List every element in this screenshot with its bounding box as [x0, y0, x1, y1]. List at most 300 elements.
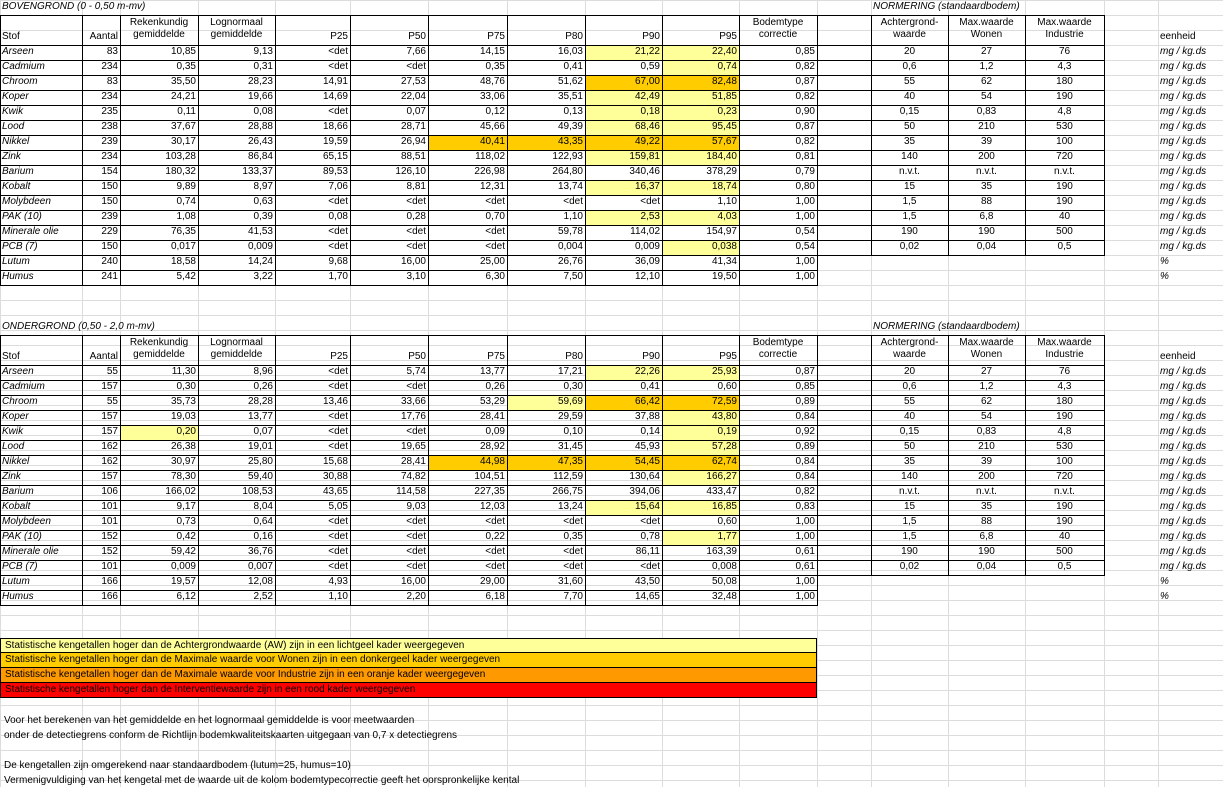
cell-aw: 40	[903, 91, 916, 102]
cell-wonen: 54	[980, 411, 993, 422]
cell-unit: mg / kg.ds	[1160, 546, 1207, 557]
cell-ind: 190	[1056, 411, 1073, 422]
cell-p80: 59,69	[557, 396, 583, 407]
cell-stof: PCB (7)	[2, 561, 38, 572]
border	[0, 575, 817, 576]
cell-aw	[871, 590, 948, 605]
border	[817, 165, 1104, 166]
cell-corr: 0,54	[795, 241, 815, 252]
cell-p75: 6,30	[485, 271, 505, 282]
cell-aw: 1,5	[902, 211, 917, 222]
cell-rek: 30,17	[170, 136, 196, 147]
column-header-p75: P75	[487, 351, 505, 362]
cell-p90: <det	[640, 196, 660, 207]
border	[662, 335, 663, 606]
cell-p80: 122,93	[552, 151, 583, 162]
cell-p50: 8,81	[406, 181, 426, 192]
cell-unit: mg / kg.ds	[1160, 241, 1207, 252]
column-header-aantal: Aantal	[89, 31, 118, 42]
cell-wonen: 200	[978, 151, 995, 162]
cell-p25: <det	[328, 561, 348, 572]
cell-p25: 13,46	[322, 396, 348, 407]
cell-aw: 1,5	[902, 516, 917, 527]
cell-aw: 15	[903, 501, 916, 512]
border	[817, 15, 818, 256]
cell-log: 0,16	[253, 531, 273, 542]
cell-p25: <det	[328, 546, 348, 557]
cell-stof: Humus	[2, 591, 34, 602]
cell-p95: 19,50	[711, 271, 737, 282]
cell-ind: 720	[1056, 471, 1073, 482]
cell-p75: <det	[485, 561, 505, 572]
legend-row: Statistische kengetallen hoger dan de Interventiewaarde zijn in een rood kader weergegeven	[0, 683, 817, 698]
cell-rek: 35,50	[170, 76, 196, 87]
cell-p90: 0,14	[640, 426, 660, 437]
cell-p25: 19,59	[322, 136, 348, 147]
cell-p80: 0,13	[563, 106, 583, 117]
border	[585, 335, 586, 606]
cell-p90: 0,78	[640, 531, 660, 542]
cell-rek: 35,73	[170, 396, 196, 407]
cell-aw: 190	[901, 226, 918, 237]
border	[871, 15, 872, 256]
cell-p50: <det	[406, 426, 426, 437]
cell-stof: Arseen	[2, 46, 34, 57]
border	[0, 135, 817, 136]
border	[585, 15, 586, 286]
border	[817, 75, 1104, 76]
cell-wonen: 200	[978, 471, 995, 482]
cell-rek: 19,57	[170, 576, 196, 587]
cell-log: 3,22	[253, 271, 273, 282]
cell-stof: Zink	[2, 471, 21, 482]
cell-p95: 16,85	[711, 501, 737, 512]
cell-p80: 17,21	[557, 366, 583, 377]
cell-p80: 266,75	[552, 486, 583, 497]
cell-aantal: 166	[101, 576, 118, 587]
cell-p25: 65,15	[322, 151, 348, 162]
border	[1025, 15, 1026, 256]
cell-log: 19,01	[247, 441, 273, 452]
cell-p25: 4,93	[328, 576, 348, 587]
norm-title: NORMERING (standaardbodem)	[873, 321, 1020, 332]
cell-p75: 0,70	[485, 211, 505, 222]
cell-p95: 0,008	[711, 561, 737, 572]
cell-aantal: 101	[101, 561, 118, 572]
cell-rek: 59,42	[170, 546, 196, 557]
cell-aantal: 152	[101, 531, 118, 542]
cell-stof: Lood	[2, 121, 25, 132]
cell-p80: 13,74	[557, 181, 583, 192]
gridline-row	[0, 615, 1223, 616]
cell-unit: mg / kg.ds	[1160, 516, 1207, 527]
cell-p80: 31,60	[557, 576, 583, 587]
cell-aw: 190	[901, 546, 918, 557]
cell-ind: 190	[1056, 501, 1073, 512]
cell-p95: 0,19	[717, 426, 737, 437]
note-line: Vermenigvuldiging van het kengetal met de waarde uit de kolom bodemtypecorrectie geeft het oorspronkelijke kental	[4, 775, 520, 786]
cell-p95: 0,60	[717, 516, 737, 527]
cell-rek: 76,35	[170, 226, 196, 237]
cell-p50: 2,20	[406, 591, 426, 602]
cell-rek: 0,35	[176, 61, 196, 72]
border	[817, 395, 1104, 396]
cell-p50: 9,03	[406, 501, 426, 512]
cell-rek: 0,73	[176, 516, 196, 527]
cell-rek: 1,08	[176, 211, 196, 222]
cell-aw: 40	[903, 411, 916, 422]
cell-p95: 0,23	[717, 106, 737, 117]
cell-ind: 180	[1056, 396, 1073, 407]
cell-stof: Barium	[2, 166, 34, 177]
cell-p80: 112,59	[553, 471, 583, 482]
border	[817, 380, 1104, 381]
cell-log: 36,76	[247, 546, 273, 557]
cell-stof: Minerale olie	[2, 226, 59, 237]
cell-unit: mg / kg.ds	[1160, 456, 1207, 467]
border	[0, 395, 817, 396]
cell-p50: 28,71	[400, 121, 426, 132]
border	[817, 15, 1104, 16]
cell-p90: 67,00	[634, 76, 660, 87]
cell-aantal: 106	[101, 486, 118, 497]
border	[428, 335, 429, 606]
cell-p75: 6,18	[485, 591, 505, 602]
cell-stof: Koper	[2, 91, 29, 102]
cell-wonen: 39	[980, 456, 993, 467]
cell-p80: <det	[563, 546, 583, 557]
cell-log: 8,96	[253, 366, 273, 377]
column-header-p80: P80	[565, 31, 583, 42]
cell-corr: 0,89	[795, 441, 815, 452]
cell-p50: 126,10	[395, 166, 426, 177]
cell-unit: mg / kg.ds	[1160, 411, 1207, 422]
cell-p75: 53,29	[479, 396, 505, 407]
gridline-row	[0, 705, 1223, 706]
cell-aantal: 154	[101, 166, 118, 177]
cell-aantal: 239	[101, 136, 118, 147]
cell-unit: mg / kg.ds	[1160, 91, 1207, 102]
cell-p75: 227,35	[474, 486, 505, 497]
cell-aw	[871, 270, 948, 285]
cell-aantal: 240	[101, 256, 118, 267]
cell-corr: 0,89	[795, 396, 815, 407]
cell-corr: 1,00	[795, 196, 815, 207]
cell-p75: <det	[485, 196, 505, 207]
cell-log: 0,009	[247, 241, 273, 252]
border	[0, 270, 817, 271]
column-header-p50: P50	[408, 351, 426, 362]
cell-p95: 57,28	[711, 441, 737, 452]
cell-aantal: 241	[101, 271, 118, 282]
cell-unit: mg / kg.ds	[1160, 76, 1207, 87]
border	[817, 90, 1104, 91]
cell-ind: 4,3	[1057, 381, 1072, 392]
cell-wonen: 1,2	[979, 381, 994, 392]
border	[0, 90, 817, 91]
cell-p90: 15,64	[634, 501, 660, 512]
cell-unit: mg / kg.ds	[1160, 181, 1207, 192]
cell-aantal: 162	[101, 456, 118, 467]
cell-stof: Cadmium	[2, 61, 45, 72]
cell-aw	[871, 575, 948, 590]
cell-unit: mg / kg.ds	[1160, 561, 1207, 572]
border	[0, 335, 1, 606]
cell-wonen: 1,2	[979, 61, 994, 72]
border	[817, 410, 1104, 411]
border	[0, 120, 817, 121]
border	[0, 285, 817, 286]
cell-p25: <det	[328, 441, 348, 452]
border	[0, 365, 817, 366]
border	[275, 335, 276, 606]
cell-p50: 3,10	[406, 271, 426, 282]
cell-unit: mg / kg.ds	[1160, 471, 1207, 482]
cell-stof: Koper	[2, 411, 29, 422]
border	[0, 240, 817, 241]
cell-p80: 16,03	[557, 46, 583, 57]
cell-p90: 45,93	[634, 441, 660, 452]
cell-p95: 43,80	[711, 411, 737, 422]
cell-log: 13,77	[247, 411, 273, 422]
cell-ind: 76	[1058, 46, 1071, 57]
border	[0, 485, 817, 486]
cell-log: 0,08	[253, 106, 273, 117]
border	[817, 575, 1104, 576]
border	[817, 120, 1104, 121]
cell-p90: 0,59	[640, 61, 660, 72]
cell-p75: 0,26	[485, 381, 505, 392]
cell-corr: 0,92	[795, 426, 815, 437]
border	[0, 590, 817, 591]
cell-ind: 500	[1056, 546, 1073, 557]
cell-p95: 95,45	[711, 121, 737, 132]
cell-aantal: 157	[101, 411, 118, 422]
cell-p90: 16,37	[634, 181, 660, 192]
column-header-log: Lognormaal gemiddelde	[210, 17, 263, 40]
column-header-wonen: Max.waarde Wonen	[959, 17, 1014, 40]
cell-aantal: 83	[106, 76, 118, 87]
gridline-row	[0, 300, 1223, 301]
cell-p50: 27,53	[400, 76, 426, 87]
cell-ind: 4,8	[1057, 426, 1072, 437]
column-header-log: Lognormaal gemiddelde	[210, 337, 263, 360]
cell-ind	[1025, 575, 1104, 590]
cell-p25: 43,65	[322, 486, 348, 497]
cell-p95: 82,48	[711, 76, 737, 87]
cell-p80: 7,70	[563, 591, 583, 602]
cell-unit: mg / kg.ds	[1160, 396, 1207, 407]
cell-wonen: 35	[980, 181, 993, 192]
cell-rek: 5,42	[176, 271, 196, 282]
cell-p95: 378,29	[706, 166, 737, 177]
column-header-ind: Max.waarde Industrie	[1037, 17, 1092, 40]
border	[817, 180, 1104, 181]
column-header-p75: P75	[487, 31, 505, 42]
cell-stof: Lood	[2, 441, 25, 452]
cell-unit: %	[1160, 256, 1169, 267]
cell-p80: 7,50	[563, 271, 583, 282]
cell-p80: 59,78	[557, 226, 583, 237]
cell-aantal: 55	[106, 366, 118, 377]
cell-corr: 0,90	[795, 106, 815, 117]
cell-p25: 18,66	[322, 121, 348, 132]
cell-corr: 0,61	[795, 546, 815, 557]
cell-p90: 86,11	[635, 546, 660, 557]
border	[817, 60, 1104, 61]
cell-p95: 22,40	[711, 46, 737, 57]
cell-aantal: 162	[101, 441, 118, 452]
border	[0, 165, 817, 166]
cell-log: 0,64	[253, 516, 273, 527]
border	[817, 455, 1104, 456]
cell-aw: 1,5	[902, 196, 917, 207]
border	[0, 75, 817, 76]
cell-unit: %	[1160, 576, 1169, 587]
border	[0, 45, 817, 46]
cell-stof: Zink	[2, 151, 21, 162]
border	[0, 605, 817, 606]
cell-ind: 190	[1056, 181, 1073, 192]
cell-p80: 264,80	[552, 166, 583, 177]
cell-corr: 0,85	[795, 46, 815, 57]
cell-p25: 1,10	[328, 591, 348, 602]
cell-p90: 340,46	[629, 166, 660, 177]
cell-p50: 26,94	[400, 136, 426, 147]
cell-rek: 24,21	[170, 91, 196, 102]
cell-ind: 100	[1056, 456, 1073, 467]
cell-p80: 0,41	[563, 61, 583, 72]
cell-wonen: 210	[978, 121, 995, 132]
border	[198, 15, 199, 286]
cell-log: 2,52	[253, 591, 273, 602]
cell-p50: <det	[406, 561, 426, 572]
border	[0, 180, 817, 181]
cell-wonen: 190	[978, 546, 995, 557]
cell-p50: <det	[406, 546, 426, 557]
cell-ind: 40	[1058, 531, 1071, 542]
cell-p25: <det	[328, 366, 348, 377]
cell-p25: 15,68	[322, 456, 348, 467]
cell-aw: 1,5	[902, 531, 917, 542]
cell-wonen	[948, 575, 1025, 590]
cell-rek: 26,38	[170, 441, 196, 452]
section-title: BOVENGROND (0 - 0,50 m-mv)	[2, 1, 146, 12]
border	[817, 500, 1104, 501]
border	[0, 15, 817, 16]
cell-p90: 130,64	[629, 471, 660, 482]
border	[817, 105, 1104, 106]
cell-p50: 74,82	[400, 471, 426, 482]
cell-p95: 72,59	[711, 396, 737, 407]
border	[0, 545, 817, 546]
cell-log: 12,08	[247, 576, 273, 587]
border	[1104, 335, 1105, 576]
border	[817, 335, 818, 576]
cell-stof: Humus	[2, 271, 34, 282]
border	[0, 410, 817, 411]
cell-stof: Nikkel	[2, 136, 30, 147]
cell-wonen: n.v.t.	[976, 166, 997, 177]
cell-aw: 20	[903, 46, 916, 57]
cell-log: 0,26	[253, 381, 273, 392]
cell-stof: Chroom	[2, 76, 38, 87]
cell-p75: 226,98	[474, 166, 505, 177]
border	[350, 335, 351, 606]
cell-aw: 0,6	[902, 61, 917, 72]
cell-stof: Cadmium	[2, 381, 45, 392]
border	[817, 515, 1104, 516]
cell-aantal: 234	[101, 61, 118, 72]
cell-corr: 0,82	[795, 136, 815, 147]
cell-p50: 88,51	[400, 151, 426, 162]
cell-p75: 40,41	[479, 136, 505, 147]
cell-wonen: 0,04	[976, 241, 997, 252]
cell-p50: 114,58	[396, 486, 426, 497]
cell-rek: 10,85	[170, 46, 196, 57]
border	[817, 150, 1104, 151]
cell-stof: Barium	[2, 486, 34, 497]
cell-rek: 0,20	[176, 426, 196, 437]
cell-p90: 43,50	[634, 576, 660, 587]
cell-aantal: 239	[101, 211, 118, 222]
border	[817, 135, 1104, 136]
cell-p75: <det	[485, 241, 505, 252]
cell-p50: 16,00	[400, 256, 426, 267]
cell-ind: 0,5	[1057, 561, 1072, 572]
cell-wonen: 6,8	[979, 211, 994, 222]
column-header-corr: Bodemtype correctie	[752, 17, 804, 40]
cell-p95: 1,77	[717, 531, 737, 542]
cell-p25: <det	[328, 106, 348, 117]
cell-aw: 140	[901, 151, 918, 162]
cell-p50: <det	[406, 531, 426, 542]
cell-corr: 0,87	[795, 366, 815, 377]
cell-p95: 166,27	[706, 471, 737, 482]
border	[0, 500, 817, 501]
cell-log: 14,24	[247, 256, 273, 267]
border	[1025, 335, 1026, 576]
border	[948, 335, 949, 576]
cell-p80: 26,76	[557, 256, 583, 267]
border	[0, 60, 817, 61]
column-header-p95: P95	[719, 351, 737, 362]
cell-p80: <det	[563, 561, 583, 572]
cell-ind: 190	[1056, 516, 1073, 527]
cell-p25: 0,08	[328, 211, 348, 222]
cell-aw: 55	[903, 396, 916, 407]
cell-p75: <det	[485, 546, 505, 557]
cell-wonen: 62	[980, 396, 993, 407]
cell-p90: 12,10	[634, 271, 660, 282]
cell-p75: 0,09	[485, 426, 505, 437]
cell-p25: 89,53	[322, 166, 348, 177]
cell-wonen: 88	[980, 516, 993, 527]
cell-p75: 28,92	[479, 441, 505, 452]
border	[0, 335, 817, 336]
cell-log: 28,28	[247, 396, 273, 407]
border	[507, 15, 508, 286]
cell-ind	[1025, 590, 1104, 605]
cell-p50: 0,07	[406, 106, 426, 117]
cell-p90: 49,22	[634, 136, 660, 147]
cell-wonen	[948, 590, 1025, 605]
cell-aantal: 238	[101, 121, 118, 132]
cell-log: 108,53	[242, 486, 273, 497]
legend-row: Statistische kengetallen hoger dan de Achtergrondwaarde (AW) zijn in een lichtgeel kader weergegeven	[0, 638, 817, 653]
cell-p90: 66,42	[634, 396, 660, 407]
cell-p95: 154,97	[706, 226, 737, 237]
